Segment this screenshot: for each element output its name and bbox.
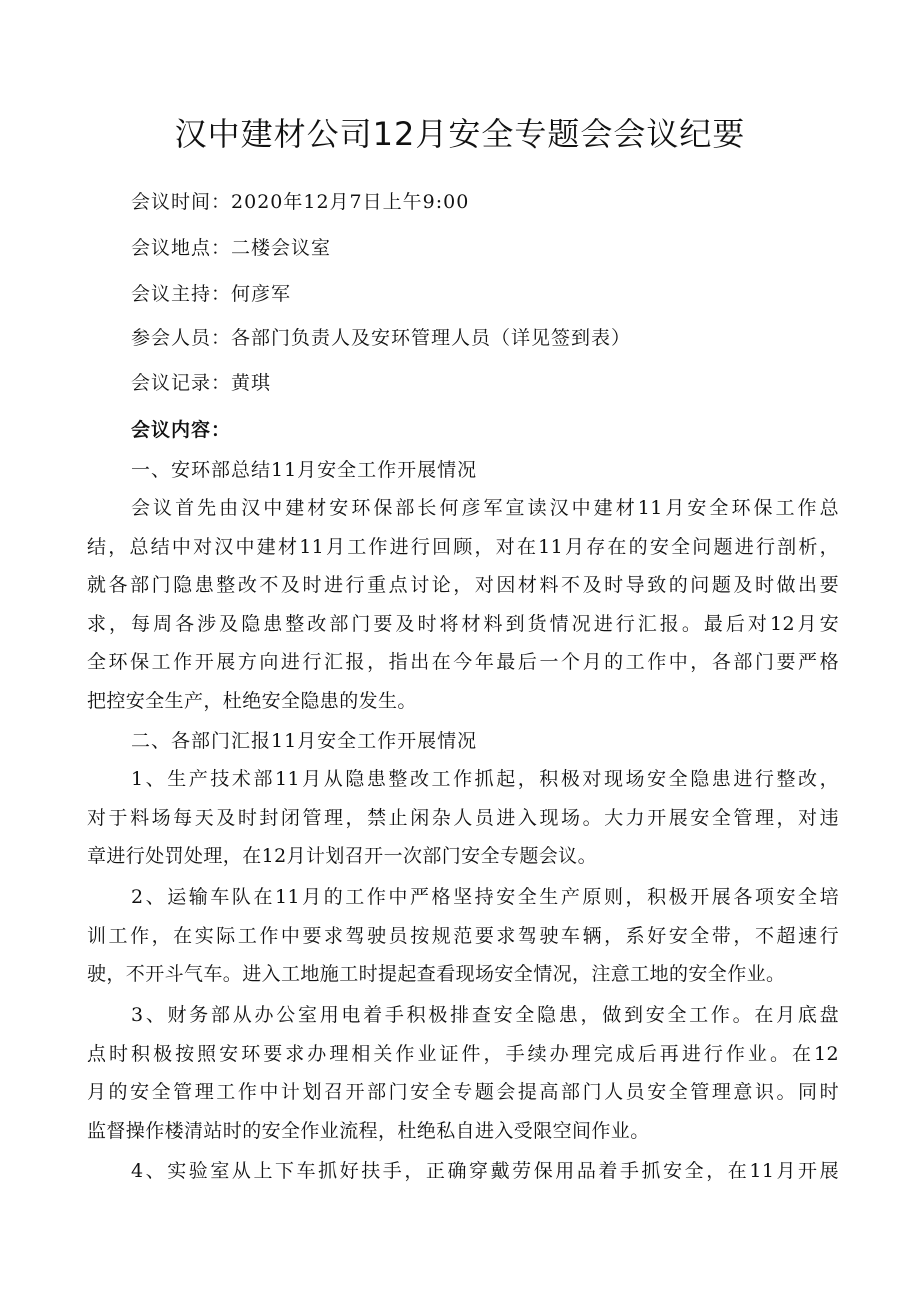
section2-heading: 二、各部门汇报11月安全工作开展情况 bbox=[131, 730, 478, 752]
section1-paragraph bbox=[87, 489, 839, 720]
paragraph-line: 求，每周各涉及隐患整改部门要及时将材料到货情况进行汇报。最后对12月安 bbox=[87, 612, 839, 635]
meeting-attendees bbox=[131, 324, 631, 352]
paragraph-line: 把控安全生产，杜绝安全隐患的发生。 bbox=[87, 689, 417, 712]
section2-item3 bbox=[87, 996, 839, 1150]
meeting-time-label: 会议时间： bbox=[131, 191, 232, 213]
section1-heading: 一、安环部总结11月安全工作开展情况 bbox=[131, 459, 478, 481]
content-heading: 会议内容： bbox=[131, 419, 232, 441]
paragraph-line: 监督操作楼清站时的安全作业流程，杜绝私自进入受限空间作业。 bbox=[87, 1119, 650, 1142]
meeting-host-value: 何彦军 bbox=[231, 283, 292, 305]
section2-item1 bbox=[87, 760, 839, 876]
paragraph-line: 就各部门隐患整改不及时进行重点讨论，对因材料不及时导致的问题及时做出要 bbox=[87, 574, 839, 596]
paragraph-line: 章进行处罚处理，在12月计划召开一次部门安全专题会议。 bbox=[87, 845, 597, 867]
paragraph-line: 会议首先由汉中建材安环保部长何彦军宣读汉中建材11月安全环保工作总 bbox=[131, 497, 839, 519]
meeting-place-label: 会议地点： bbox=[131, 237, 232, 259]
meeting-attendees-value: 各部门负责人及安环管理人员（详见签到表） bbox=[231, 327, 632, 349]
meeting-recorder bbox=[131, 369, 271, 397]
paragraph-line: 2、运输车队在11月的工作中严格坚持安全生产原则，积极开展各项安全培 bbox=[131, 886, 839, 908]
paragraph-line: 月的安全管理工作中计划召开部门安全专题会提高部门人员安全管理意识。同时 bbox=[87, 1081, 839, 1103]
paragraph-line: 对于料场每天及时封闭管理，禁止闲杂人员进入现场。大力开展安全管理，对违 bbox=[87, 806, 839, 829]
paragraph-line: 全环保工作开展方向进行汇报，指出在今年最后一个月的工作中，各部门要严格 bbox=[87, 651, 839, 673]
meeting-place-value: 二楼会议室 bbox=[231, 237, 332, 259]
paragraph-line: 4、实验室从上下车抓好扶手，正确穿戴劳保用品着手抓安全，在11月开展 bbox=[131, 1160, 839, 1182]
meeting-time bbox=[131, 188, 469, 216]
meeting-time-value: 2020年12月7日上午9:00 bbox=[231, 191, 470, 213]
paragraph-line: 结，总结中对汉中建材11月工作进行回顾，对在11月存在的安全问题进行剖析， bbox=[87, 535, 839, 558]
section2-item2 bbox=[87, 878, 839, 994]
paragraph-line: 点时积极按照安环要求办理相关作业证件，手续办理完成后再进行作业。在12 bbox=[87, 1042, 839, 1065]
meeting-host bbox=[131, 280, 291, 308]
meeting-attendees-label: 参会人员： bbox=[131, 327, 232, 349]
meeting-host-label: 会议主持： bbox=[131, 283, 232, 305]
paragraph-line: 1、生产技术部11月从隐患整改工作抓起，积极对现场安全隐患进行整改， bbox=[131, 768, 839, 790]
document-title: 汉中建材公司12月安全专题会会议纪要 bbox=[174, 115, 746, 153]
paragraph-line: 3、财务部从办公室用电着手积极排查安全隐患，做到安全工作。在月底盘 bbox=[131, 1004, 839, 1026]
paragraph-line: 驶，不开斗气车。进入工地施工时提起查看现场安全情况，注意工地的安全作业。 bbox=[87, 963, 786, 985]
meeting-recorder-value: 黄琪 bbox=[231, 372, 272, 394]
meeting-recorder-label: 会议记录： bbox=[131, 372, 232, 394]
meeting-place bbox=[131, 234, 331, 262]
paragraph-line: 训工作，在实际工作中要求驾驶员按规范要求驾驶车辆，系好安全带，不超速行 bbox=[87, 924, 839, 947]
section2-item4 bbox=[87, 1152, 839, 1191]
